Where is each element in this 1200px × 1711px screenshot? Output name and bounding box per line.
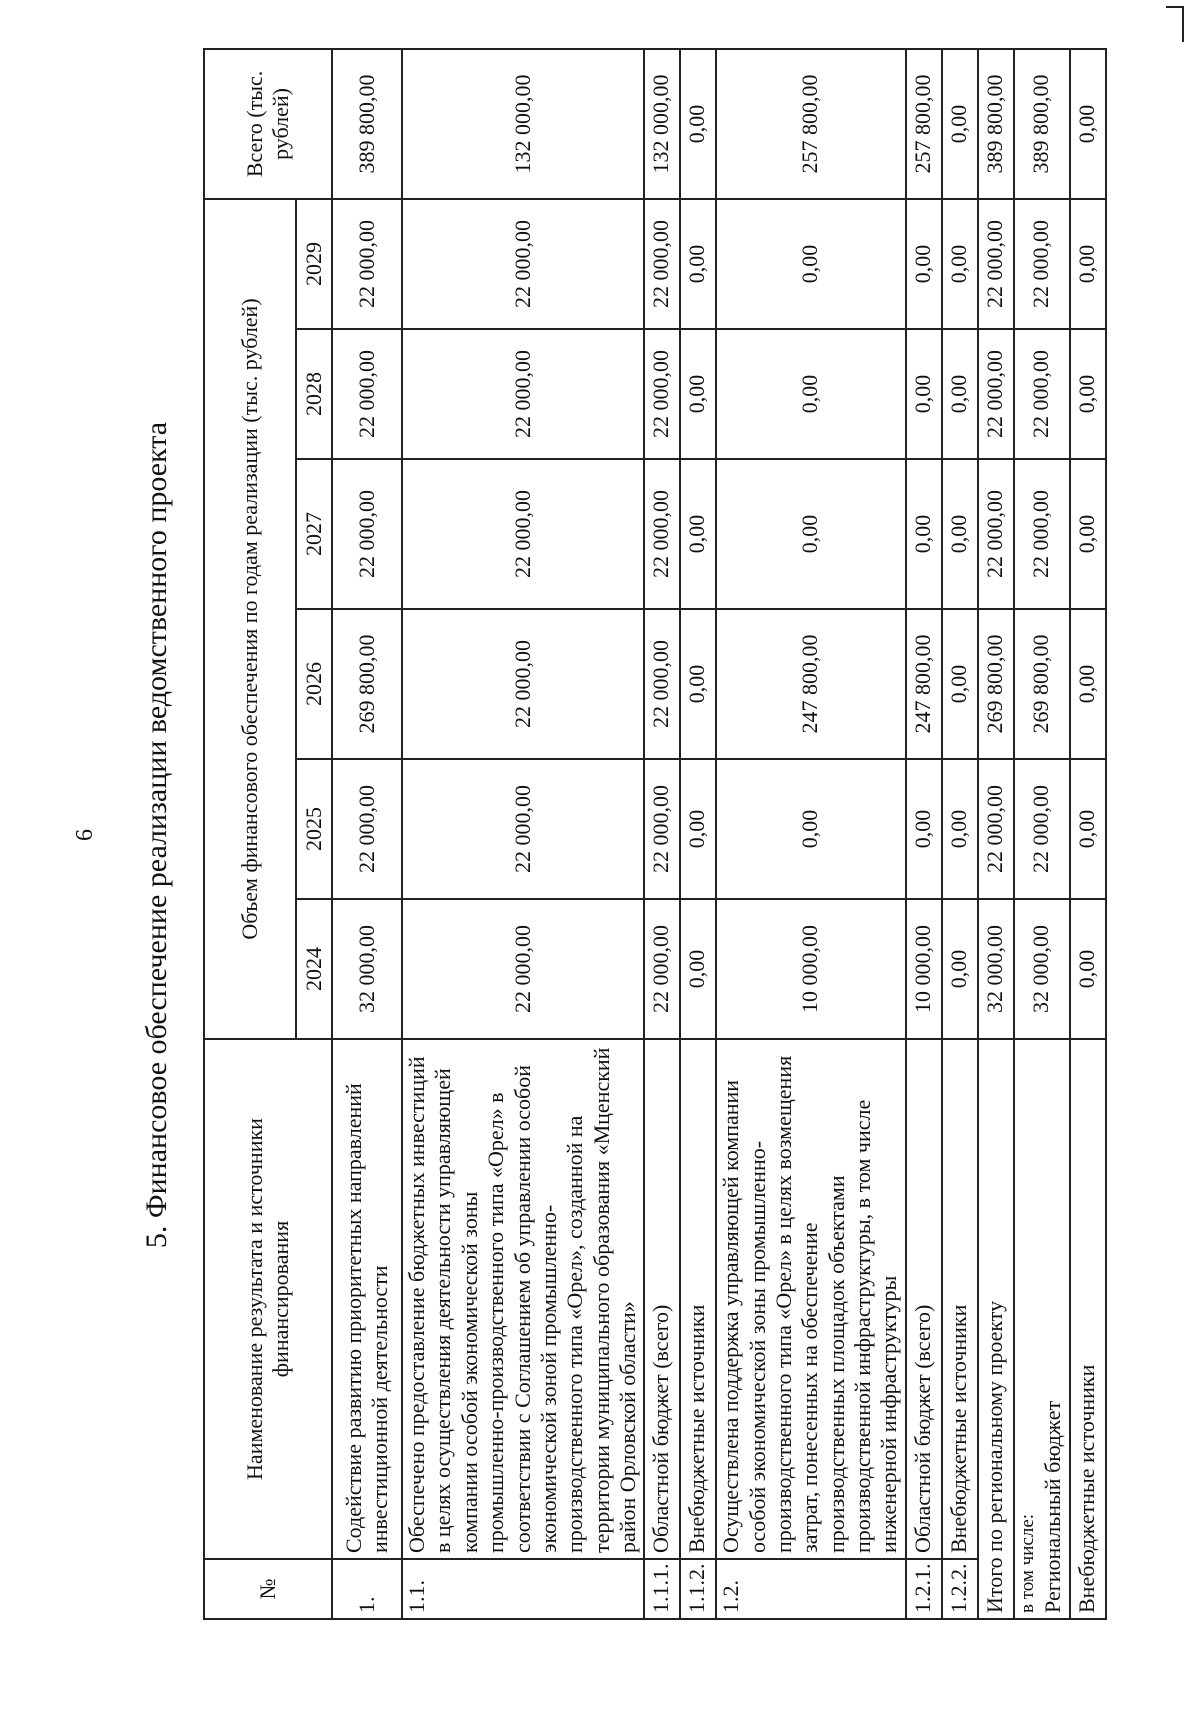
- summary-value: 22 000,00: [978, 329, 1014, 459]
- row-value: 22 000,00: [402, 899, 644, 1039]
- row-value: 0,00: [680, 609, 716, 759]
- row-value: 0,00: [942, 899, 978, 1039]
- row-value: 22 000,00: [332, 199, 402, 329]
- summary-row-total: [978, 49, 1014, 1619]
- row-value: 10 000,00: [716, 899, 906, 1039]
- row-name: Содействие развитию приоритетных направлений инвестиционной деятельности: [332, 1039, 402, 1559]
- summary-value: 32 000,00: [1014, 899, 1070, 1039]
- row-value: 0,00: [716, 329, 906, 459]
- row-name: Областной бюджет (всего): [644, 1039, 680, 1559]
- regional-budget-label: Региональный бюджет: [1039, 1400, 1065, 1613]
- header-volume: Объем финансового обеспечения по годам реализации (тыс. рублей): [204, 199, 296, 1039]
- corner-bracket-mark: [1166, 6, 1184, 42]
- table-row: [644, 49, 680, 1619]
- row-value: 22 000,00: [644, 899, 680, 1039]
- row-number: 1.2.1.: [906, 1559, 942, 1619]
- row-value: 269 800,00: [332, 609, 402, 759]
- header-year: 2027: [296, 459, 332, 609]
- rotated-page: [70, 50, 1100, 1620]
- table-row: [906, 49, 942, 1619]
- row-value: 247 800,00: [716, 609, 906, 759]
- row-value: 0,00: [942, 329, 978, 459]
- row-value: 0,00: [680, 899, 716, 1039]
- summary-label: Итого по региональному проекту: [978, 1039, 1014, 1619]
- summary-label: [1014, 1039, 1070, 1619]
- row-value: 0,00: [680, 329, 716, 459]
- summary-value: 0,00: [1070, 759, 1106, 899]
- header-year: 2026: [296, 609, 332, 759]
- summary-value: 0,00: [1070, 199, 1106, 329]
- summary-value: 22 000,00: [1014, 459, 1070, 609]
- row-value: 22 000,00: [644, 609, 680, 759]
- row-value: 22 000,00: [332, 329, 402, 459]
- summary-value: 22 000,00: [1014, 329, 1070, 459]
- row-value: 0,00: [906, 199, 942, 329]
- summary-value: 22 000,00: [1014, 759, 1070, 899]
- summary-value: 269 800,00: [978, 609, 1014, 759]
- header-year: 2029: [296, 199, 332, 329]
- row-value: 0,00: [906, 759, 942, 899]
- summary-row-extra: [1070, 49, 1106, 1619]
- row-number: 1.2.2.: [942, 1559, 978, 1619]
- row-value: 32 000,00: [332, 899, 402, 1039]
- row-value: 22 000,00: [402, 329, 644, 459]
- row-total: 257 800,00: [716, 49, 906, 199]
- summary-total: 389 800,00: [978, 49, 1014, 199]
- row-value: 0,00: [942, 459, 978, 609]
- row-value: 0,00: [680, 459, 716, 609]
- row-value: 22 000,00: [402, 759, 644, 899]
- table-row: [680, 49, 716, 1619]
- row-name: Обеспечено предоставление бюджетных инвестиций в целях осуществления деятельности управляющей компании особой экономической зоны промышленно-производственного типа «Орел» в соответствии с Соглашением об управлении особой экономической зоной промышленно-производственного типа «Орел», созданной на территории муниципального образования «Мценский район Орловской области»: [402, 1039, 644, 1559]
- summary-value: 0,00: [1070, 459, 1106, 609]
- header-total: Всего (тыс. рублей): [204, 49, 332, 199]
- page-number: 6: [72, 829, 98, 841]
- table-row: [402, 49, 644, 1619]
- row-value: 22 000,00: [402, 609, 644, 759]
- row-number: 1.: [332, 1559, 402, 1619]
- row-value: 0,00: [716, 199, 906, 329]
- row-value: 247 800,00: [906, 609, 942, 759]
- row-value: 10 000,00: [906, 899, 942, 1039]
- summary-value: 0,00: [1070, 329, 1106, 459]
- summary-total: 0,00: [1070, 49, 1106, 199]
- in-that-number-label: в том числе:: [1016, 1513, 1038, 1613]
- row-total: 132 000,00: [402, 49, 644, 199]
- summary-row-regional: [1014, 49, 1070, 1619]
- row-name: Областной бюджет (всего): [906, 1039, 942, 1559]
- summary-value: 32 000,00: [978, 899, 1014, 1039]
- table-row: [332, 49, 402, 1619]
- summary-total: 389 800,00: [1014, 49, 1070, 199]
- summary-value: 0,00: [1070, 609, 1106, 759]
- row-value: 0,00: [906, 459, 942, 609]
- row-number: 1.1.2.: [680, 1559, 716, 1619]
- summary-label: Внебюджетные источники: [1070, 1039, 1106, 1619]
- row-number: 1.1.: [402, 1559, 644, 1619]
- row-value: 0,00: [942, 199, 978, 329]
- row-number: 1.2.: [716, 1559, 906, 1619]
- summary-value: 269 800,00: [1014, 609, 1070, 759]
- row-value: 22 000,00: [644, 459, 680, 609]
- row-total: 0,00: [680, 49, 716, 199]
- row-value: 22 000,00: [332, 759, 402, 899]
- row-value: 22 000,00: [644, 759, 680, 899]
- row-value: 22 000,00: [402, 459, 644, 609]
- summary-value: 22 000,00: [978, 759, 1014, 899]
- row-value: 22 000,00: [644, 199, 680, 329]
- row-value: 0,00: [942, 609, 978, 759]
- row-name: Внебюджетные источники: [680, 1039, 716, 1559]
- row-name: Осуществлена поддержка управляющей компании особой экономической зоны промышленно-производственного типа «Орел» в целях возмещения затрат, понесенных на обеспечение производственных площадок объектами производственной инфраструктуры, в том числе инженерной инфраструктуры: [716, 1039, 906, 1559]
- row-total: 257 800,00: [906, 49, 942, 199]
- row-value: 22 000,00: [402, 199, 644, 329]
- row-total: 389 800,00: [332, 49, 402, 199]
- row-value: 0,00: [716, 459, 906, 609]
- header-num: №: [204, 1559, 332, 1619]
- row-value: 0,00: [680, 199, 716, 329]
- row-value: 0,00: [942, 759, 978, 899]
- summary-value: 22 000,00: [978, 199, 1014, 329]
- header-name: Наименование результата и источники финансирования: [204, 1039, 332, 1559]
- row-total: 132 000,00: [644, 49, 680, 199]
- row-number: 1.1.1.: [644, 1559, 680, 1619]
- summary-value: 0,00: [1070, 899, 1106, 1039]
- section-title: 5. Финансовое обеспечение реализации ведомственного проекта: [140, 421, 173, 1249]
- table-row: [942, 49, 978, 1619]
- row-value: 0,00: [680, 759, 716, 899]
- header-year: 2028: [296, 329, 332, 459]
- row-total: 0,00: [942, 49, 978, 199]
- row-name: Внебюджетные источники: [942, 1039, 978, 1559]
- financing-table: [203, 48, 1107, 1620]
- summary-value: 22 000,00: [1014, 199, 1070, 329]
- row-value: 22 000,00: [644, 329, 680, 459]
- header-year: 2024: [296, 899, 332, 1039]
- row-value: 22 000,00: [332, 459, 402, 609]
- row-value: 0,00: [906, 329, 942, 459]
- header-year: 2025: [296, 759, 332, 899]
- row-value: 0,00: [716, 759, 906, 899]
- summary-value: 22 000,00: [978, 459, 1014, 609]
- table-row: [716, 49, 906, 1619]
